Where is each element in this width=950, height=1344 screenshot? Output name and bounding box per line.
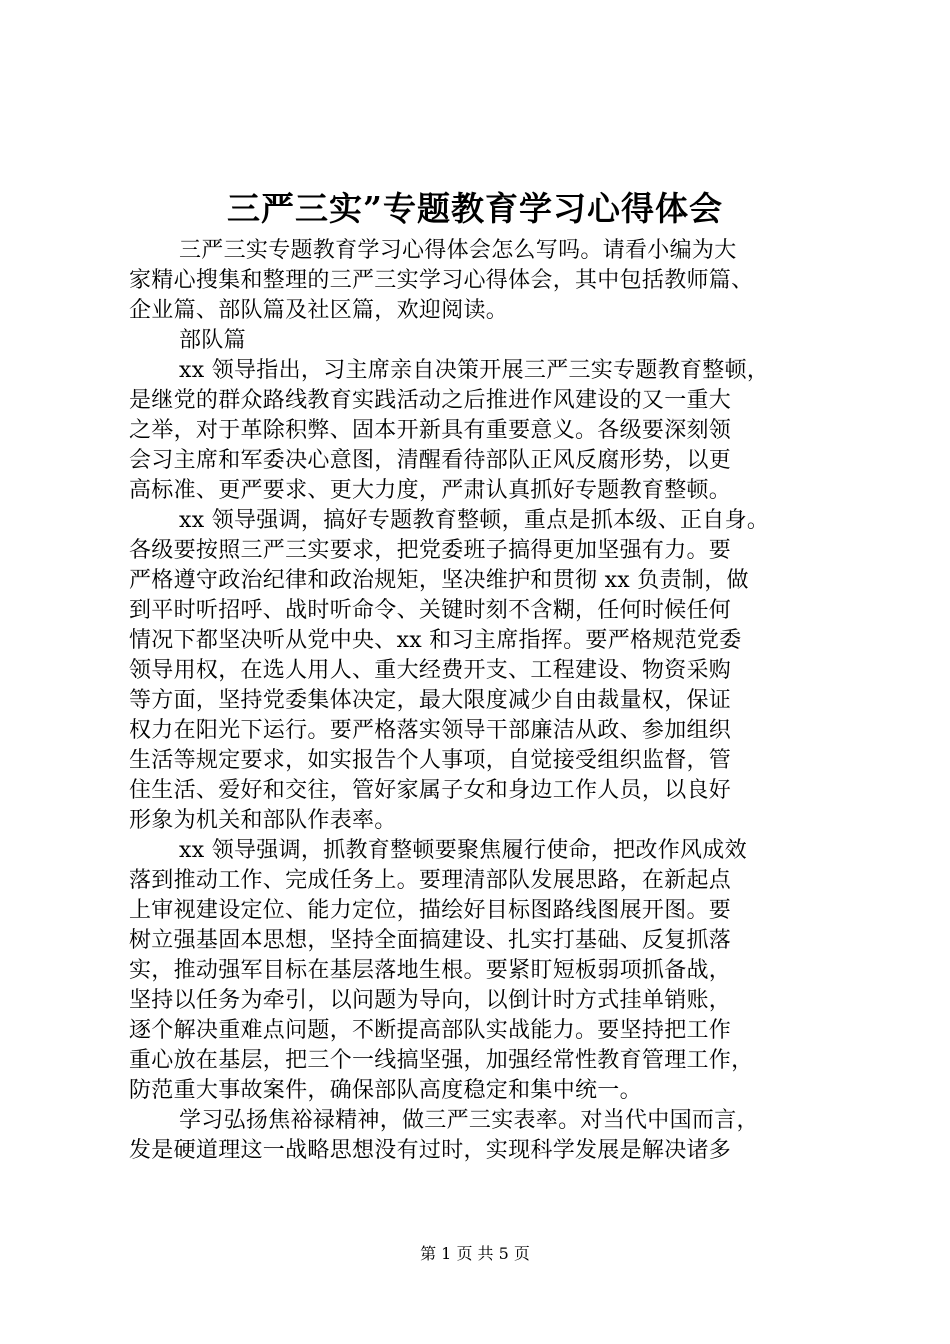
text-line: 企业篇、部队篇及社区篇，欢迎阅读。	[129, 298, 509, 323]
text-line: 逐个解决重难点问题，不断提高部队实战能力。要坚持把工作	[129, 1018, 732, 1043]
text-line: 发是硬道理这一战略思想没有过时，实现科学发展是解决诸多	[129, 1138, 732, 1163]
text-line: 坚持以任务为牵引，以问题为导向，以倒计时方式挂单销账，	[129, 988, 732, 1013]
text-line: 各级要按照三严三实要求，把党委班子搞得更加坚强有力。要	[129, 538, 732, 563]
text-line: 家精心搜集和整理的三严三实学习心得体会，其中包括教师篇、	[129, 268, 754, 293]
text-line: 上审视建设定位、能力定位，描绘好目标图路线图展开图。要	[129, 898, 732, 923]
text-line: 是继党的群众路线教育实践活动之后推进作风建设的又一重大	[129, 388, 732, 413]
text-line: xx 领导强调，搞好专题教育整顿，重点是抓本级、正自身。	[179, 508, 770, 533]
text-line: 实，推动强军目标在基层落地生根。要紧盯短板弱项抓备战，	[129, 958, 732, 983]
page-footer: 第 1 页 共 5 页	[420, 1244, 530, 1263]
text-line: 重心放在基层，把三个一线搞坚强，加强经常性教育管理工作，	[129, 1048, 754, 1073]
text-line: 严格遵守政治纪律和政治规矩，坚决维护和贯彻 xx 负责制，做	[129, 568, 749, 593]
text-line: xx 领导强调，抓教育整顿要聚焦履行使命，把改作风成效	[179, 838, 747, 863]
text-line: 领导用权，在选人用人、重大经费开支、工程建设、物资采购	[129, 658, 732, 683]
text-line: 生活等规定要求，如实报告个人事项，自觉接受组织监督，管	[129, 748, 732, 773]
text-line: 之举，对于革除积弊、固本开新具有重要意义。各级要深刻领	[129, 418, 732, 443]
text-line: 会习主席和军委决心意图，清醒看待部队正风反腐形势，以更	[129, 448, 732, 473]
text-line: 学习弘扬焦裕禄精神，做三严三实表率。对当代中国而言，	[179, 1108, 759, 1133]
text-line: 三严三实专题教育学习心得体会怎么写吗。请看小编为大	[179, 238, 737, 263]
text-line: 树立强基固本思想，坚持全面搞建设、扎实打基础、反复抓落	[129, 928, 732, 953]
text-line: 形象为机关和部队作表率。	[129, 808, 397, 833]
document-body	[129, 236, 829, 1166]
text-line: 部队篇	[179, 328, 246, 353]
document-title: 三严三实”专题教育学习心得体会	[227, 189, 723, 228]
text-line: 住生活、爱好和交往，管好家属子女和身边工作人员，以良好	[129, 778, 732, 803]
text-line: 高标准、更严要求、更大力度，严肃认真抓好专题教育整顿。	[129, 478, 732, 503]
text-line: 防范重大事故案件，确保部队高度稳定和集中统一。	[129, 1078, 642, 1103]
text-line: 权力在阳光下运行。要严格落实领导干部廉洁从政、参加组织	[129, 718, 732, 743]
text-line: 等方面，坚持党委集体决定，最大限度减少自由裁量权，保证	[129, 688, 732, 713]
text-line: xx 领导指出，习主席亲自决策开展三严三实专题教育整顿，	[179, 358, 770, 383]
text-line: 到平时听招呼、战时听命令、关键时刻不含糊，任何时候任何	[129, 598, 732, 623]
text-line: 情况下都坚决听从党中央、xx 和习主席指挥。要严格规范党委	[129, 628, 742, 653]
text-line: 落到推动工作、完成任务上。要理清部队发展思路，在新起点	[129, 868, 732, 893]
